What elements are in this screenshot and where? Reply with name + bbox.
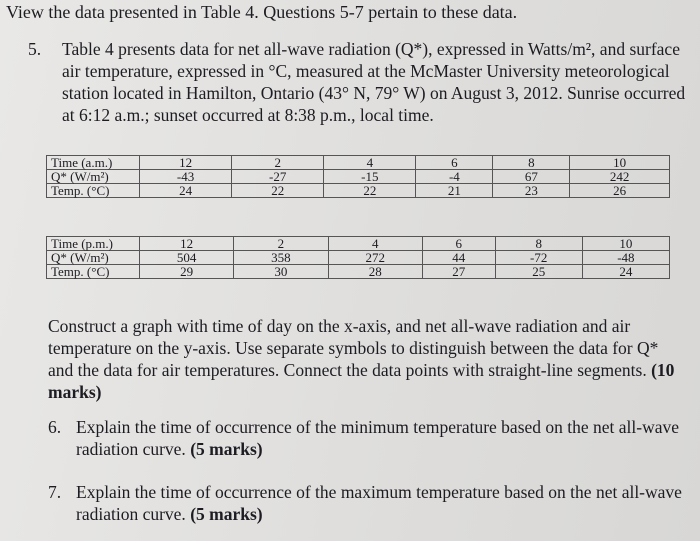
table-cell: 22 bbox=[232, 184, 324, 198]
row-label: Temp. (°C) bbox=[47, 184, 140, 198]
table-cell: 23 bbox=[493, 184, 570, 198]
table-cell: 504 bbox=[140, 251, 234, 265]
table-cell: 4 bbox=[324, 156, 416, 170]
question-number: 7. bbox=[48, 482, 62, 502]
table-cell: 28 bbox=[328, 265, 422, 279]
table-row bbox=[47, 170, 670, 184]
table-cell: 25 bbox=[495, 265, 582, 279]
question-number: 6. bbox=[48, 417, 62, 437]
question-text: Table 4 presents data for net all-wave radiation (Q*), expressed in Watts/m², and surface air temperature, expressed in °C, measured at the McMaster University meteorological station located in Hamilton, Ontario (43° N, 79° W) on August 3, 2012. Sunrise occurred at 6:12 a.m.; sunset occurred at 8:38 p.m., local time. bbox=[62, 39, 686, 125]
table-cell: 21 bbox=[416, 184, 493, 198]
table-cell: -72 bbox=[495, 251, 582, 265]
table-cell: -48 bbox=[582, 251, 669, 265]
table-cell: 8 bbox=[495, 237, 582, 251]
question-7 bbox=[48, 481, 688, 525]
table-cell: 22 bbox=[324, 184, 416, 198]
question-text: Explain the time of occurrence of the maximum temperature based on the net all-wave radiation curve. bbox=[76, 482, 682, 524]
marks: (5 marks) bbox=[190, 439, 263, 459]
table-cell: 67 bbox=[493, 170, 570, 184]
row-label: Time (a.m.) bbox=[47, 156, 140, 170]
marks: (5 marks) bbox=[190, 504, 263, 524]
table-cell: 4 bbox=[328, 237, 422, 251]
table-cell: 44 bbox=[422, 251, 495, 265]
table-cell: 10 bbox=[582, 237, 669, 251]
table-row bbox=[47, 184, 670, 198]
table-cell: 29 bbox=[140, 265, 234, 279]
instruction-text: Construct a graph with time of day on the x-axis, and net all-wave radiation and air temperature on the y-axis. Use separate symbols to distinguish between the data for Q* and the data for air temperatures. Connect the data points with straight-line segments. bbox=[48, 316, 659, 380]
table-cell: 8 bbox=[493, 156, 570, 170]
table-cell: -27 bbox=[232, 170, 324, 184]
row-label: Q* (W/m²) bbox=[47, 170, 140, 184]
table-cell: 272 bbox=[328, 251, 422, 265]
table-am bbox=[46, 155, 670, 198]
table-cell: 10 bbox=[570, 156, 670, 170]
table-cell: -4 bbox=[416, 170, 493, 184]
instructions-header: View the data presented in Table 4. Questions 5-7 pertain to these data. bbox=[6, 2, 518, 22]
table-cell: 24 bbox=[582, 265, 669, 279]
table-cell: 2 bbox=[234, 237, 328, 251]
table-cell: 27 bbox=[422, 265, 495, 279]
table-cell: -15 bbox=[324, 170, 416, 184]
table-row bbox=[47, 237, 670, 251]
question-6 bbox=[48, 416, 688, 460]
table-cell: 2 bbox=[232, 156, 324, 170]
table-cell: 358 bbox=[234, 251, 328, 265]
table-pm bbox=[46, 236, 670, 279]
table-cell: 12 bbox=[140, 237, 234, 251]
table-cell: 26 bbox=[570, 184, 670, 198]
table-row bbox=[47, 251, 670, 265]
question-5 bbox=[28, 38, 688, 126]
table-row bbox=[47, 156, 670, 170]
row-label: Time (p.m.) bbox=[47, 237, 140, 251]
row-label: Temp. (°C) bbox=[47, 265, 140, 279]
table-cell: 6 bbox=[422, 237, 495, 251]
table-cell: -43 bbox=[140, 170, 232, 184]
table-cell: 242 bbox=[570, 170, 670, 184]
table-cell: 30 bbox=[234, 265, 328, 279]
table-row bbox=[47, 265, 670, 279]
table-cell: 12 bbox=[140, 156, 232, 170]
question-text: Explain the time of occurrence of the minimum temperature based on the net all-wave radiation curve. bbox=[76, 417, 680, 459]
table-cell: 6 bbox=[416, 156, 493, 170]
construct-instruction bbox=[48, 315, 688, 403]
question-number: 5. bbox=[28, 39, 42, 59]
marks: (10 marks) bbox=[48, 360, 675, 402]
table-cell: 24 bbox=[140, 184, 232, 198]
row-label: Q* (W/m²) bbox=[47, 251, 140, 265]
